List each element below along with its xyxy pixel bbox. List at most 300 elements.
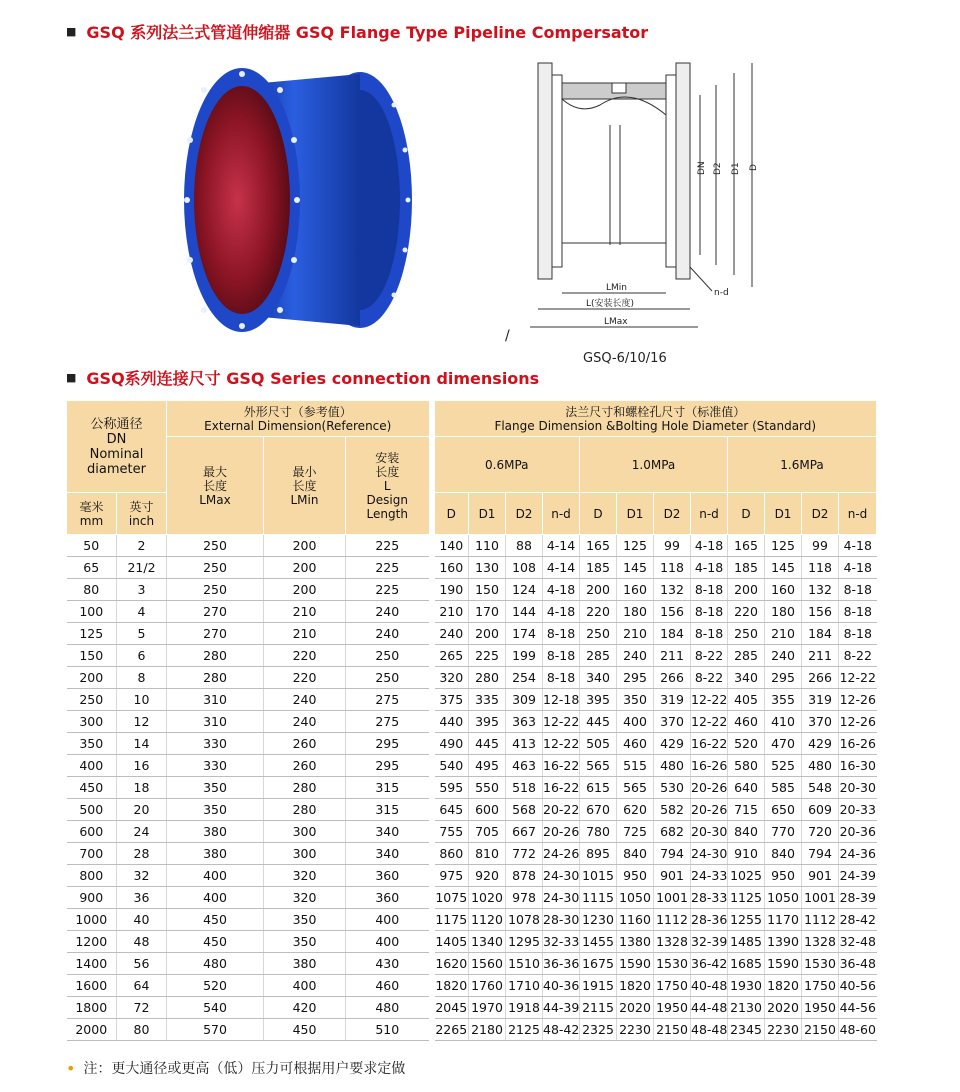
table-cell: 1380 bbox=[617, 931, 654, 953]
table-cell: 580 bbox=[728, 755, 765, 777]
table-cell: 28-42 bbox=[839, 909, 877, 931]
table-cell: 24-33 bbox=[691, 865, 728, 887]
table-cell: 12-22 bbox=[543, 733, 580, 755]
table-cell: 1820 bbox=[617, 975, 654, 997]
table-cell: 24-36 bbox=[839, 843, 877, 865]
table-cell: 225 bbox=[346, 535, 432, 557]
table-cell: 900 bbox=[67, 887, 117, 909]
header-col-nd: n-d bbox=[691, 493, 728, 535]
table-cell: 515 bbox=[617, 755, 654, 777]
table-cell: 525 bbox=[765, 755, 802, 777]
table-cell: 24-30 bbox=[543, 887, 580, 909]
table-cell: 420 bbox=[264, 997, 346, 1019]
table-row bbox=[67, 865, 877, 887]
table-cell: 350 bbox=[67, 733, 117, 755]
table-cell: 350 bbox=[264, 909, 346, 931]
table-cell: 1160 bbox=[617, 909, 654, 931]
table-cell: 184 bbox=[802, 623, 839, 645]
table-cell: 445 bbox=[580, 711, 617, 733]
table-cell: 125 bbox=[67, 623, 117, 645]
table-cell: 2020 bbox=[617, 997, 654, 1019]
table-cell: 250 bbox=[167, 557, 264, 579]
table-cell: 4-18 bbox=[543, 601, 580, 623]
table-cell: 156 bbox=[802, 601, 839, 623]
table-cell: 1170 bbox=[765, 909, 802, 931]
table-cell: 24-26 bbox=[543, 843, 580, 865]
drawing-caption: GSQ-6/10/16 bbox=[583, 351, 667, 366]
table-cell: 4-18 bbox=[691, 557, 728, 579]
table-cell: 320 bbox=[264, 887, 346, 909]
table-cell: 645 bbox=[432, 799, 469, 821]
table-cell: 582 bbox=[654, 799, 691, 821]
bullet-icon: ■ bbox=[66, 371, 77, 384]
table-cell: 144 bbox=[506, 601, 543, 623]
table-cell: 1620 bbox=[432, 953, 469, 975]
table-cell: 2045 bbox=[432, 997, 469, 1019]
table-cell: 50 bbox=[67, 535, 117, 557]
table-cell: 1760 bbox=[469, 975, 506, 997]
table-cell: 1710 bbox=[506, 975, 543, 997]
table-cell: 44-48 bbox=[691, 997, 728, 1019]
table-cell: 1200 bbox=[67, 931, 117, 953]
table-cell: 315 bbox=[346, 777, 432, 799]
table-cell: 720 bbox=[802, 821, 839, 843]
table-cell: 124 bbox=[506, 579, 543, 601]
table-cell: 65 bbox=[67, 557, 117, 579]
table-cell: 4-18 bbox=[691, 535, 728, 557]
table-row bbox=[67, 535, 877, 557]
table-cell: 165 bbox=[580, 535, 617, 557]
table-cell: 199 bbox=[506, 645, 543, 667]
table-cell: 295 bbox=[617, 667, 654, 689]
table-cell: 725 bbox=[617, 821, 654, 843]
table-cell: 24-39 bbox=[839, 865, 877, 887]
table-row bbox=[67, 931, 877, 953]
table-cell: 160 bbox=[765, 579, 802, 601]
table-cell: 28-39 bbox=[839, 887, 877, 909]
table-cell: 265 bbox=[432, 645, 469, 667]
footnote-text: 注：更大通径或更高（低）压力可根据用户要求定做 bbox=[83, 1061, 406, 1077]
table-cell: 1820 bbox=[432, 975, 469, 997]
table-cell: 110 bbox=[469, 535, 506, 557]
table-cell: 1390 bbox=[765, 931, 802, 953]
table-cell: 1115 bbox=[580, 887, 617, 909]
table-cell: 4-14 bbox=[543, 535, 580, 557]
table-cell: 350 bbox=[167, 799, 264, 821]
table-cell: 350 bbox=[264, 931, 346, 953]
table-cell: 950 bbox=[617, 865, 654, 887]
table-cell: 40-56 bbox=[839, 975, 877, 997]
dimensions-table-body bbox=[67, 535, 877, 1041]
table-cell: 48-48 bbox=[691, 1019, 728, 1041]
table-cell: 860 bbox=[432, 843, 469, 865]
table-cell: 20-36 bbox=[839, 821, 877, 843]
table-cell: 16-22 bbox=[691, 733, 728, 755]
table-cell: 570 bbox=[167, 1019, 264, 1041]
table-cell: 132 bbox=[802, 579, 839, 601]
table-cell: 650 bbox=[765, 799, 802, 821]
table-cell: 450 bbox=[67, 777, 117, 799]
table-cell: 978 bbox=[506, 887, 543, 909]
table-cell: 220 bbox=[728, 601, 765, 623]
table-cell: 320 bbox=[264, 865, 346, 887]
table-cell: 1530 bbox=[654, 953, 691, 975]
header-col-nd: n-d bbox=[839, 493, 877, 535]
table-cell: 400 bbox=[346, 931, 432, 953]
table-cell: 32-39 bbox=[691, 931, 728, 953]
table-cell: 180 bbox=[617, 601, 654, 623]
table-cell: 10 bbox=[117, 689, 167, 711]
table-cell: 300 bbox=[264, 821, 346, 843]
table-row bbox=[67, 689, 877, 711]
table-cell: 1075 bbox=[432, 887, 469, 909]
table-cell: 6 bbox=[117, 645, 167, 667]
table-row bbox=[67, 667, 877, 689]
table-cell: 1295 bbox=[506, 931, 543, 953]
table-cell: 1112 bbox=[802, 909, 839, 931]
table-cell: 505 bbox=[580, 733, 617, 755]
header-col-nd: n-d bbox=[543, 493, 580, 535]
header-external-dimension: 外形尺寸（参考值） External Dimension(Reference) bbox=[167, 401, 432, 437]
table-cell: 210 bbox=[617, 623, 654, 645]
table-cell: 48-60 bbox=[839, 1019, 877, 1041]
table-cell: 285 bbox=[728, 645, 765, 667]
technical-drawing bbox=[520, 55, 780, 345]
table-cell: 895 bbox=[580, 843, 617, 865]
table-cell: 340 bbox=[346, 821, 432, 843]
bullet-icon: ■ bbox=[66, 25, 77, 38]
table-cell: 770 bbox=[765, 821, 802, 843]
table-cell: 200 bbox=[728, 579, 765, 601]
table-cell: 2000 bbox=[67, 1019, 117, 1041]
label-lmin: LMin bbox=[606, 283, 627, 293]
table-cell: 100 bbox=[67, 601, 117, 623]
table-cell: 240 bbox=[264, 711, 346, 733]
header-col-d1: D1 bbox=[617, 493, 654, 535]
table-cell: 640 bbox=[728, 777, 765, 799]
table-cell: 99 bbox=[654, 535, 691, 557]
table-cell: 370 bbox=[802, 711, 839, 733]
table-cell: 450 bbox=[167, 931, 264, 953]
table-cell: 156 bbox=[654, 601, 691, 623]
table-cell: 1590 bbox=[617, 953, 654, 975]
label-lmax: LMax bbox=[604, 317, 628, 327]
table-cell: 200 bbox=[264, 557, 346, 579]
table-cell: 1120 bbox=[469, 909, 506, 931]
header-nominal-diameter: 公称通径 DN Nominal diameter bbox=[67, 401, 167, 493]
table-cell: 28-30 bbox=[543, 909, 580, 931]
table-cell: 28-33 bbox=[691, 887, 728, 909]
table-cell: 220 bbox=[264, 645, 346, 667]
table-cell: 14 bbox=[117, 733, 167, 755]
table-cell: 460 bbox=[728, 711, 765, 733]
table-cell: 1950 bbox=[802, 997, 839, 1019]
table-cell: 540 bbox=[167, 997, 264, 1019]
table-cell: 2125 bbox=[506, 1019, 543, 1041]
table-cell: 275 bbox=[346, 689, 432, 711]
table-cell: 355 bbox=[765, 689, 802, 711]
header-pressure-0-6: 0.6MPa bbox=[432, 437, 580, 493]
table-cell: 700 bbox=[67, 843, 117, 865]
table-cell: 300 bbox=[264, 843, 346, 865]
stray-mark: / bbox=[505, 328, 510, 344]
table-cell: 450 bbox=[264, 1019, 346, 1041]
table-cell: 395 bbox=[469, 711, 506, 733]
table-cell: 250 bbox=[580, 623, 617, 645]
table-cell: 200 bbox=[264, 579, 346, 601]
table-row bbox=[67, 1019, 877, 1041]
header-col-d: D bbox=[432, 493, 469, 535]
table-cell: 210 bbox=[432, 601, 469, 623]
table-cell: 250 bbox=[346, 645, 432, 667]
table-cell: 200 bbox=[580, 579, 617, 601]
table-cell: 670 bbox=[580, 799, 617, 821]
table-cell: 2 bbox=[117, 535, 167, 557]
table-cell: 1405 bbox=[432, 931, 469, 953]
table-cell: 460 bbox=[617, 733, 654, 755]
table-cell: 1685 bbox=[728, 953, 765, 975]
table-cell: 370 bbox=[654, 711, 691, 733]
table-cell: 12-26 bbox=[839, 711, 877, 733]
table-cell: 48 bbox=[117, 931, 167, 953]
table-cell: 2115 bbox=[580, 997, 617, 1019]
table-cell: 380 bbox=[167, 843, 264, 865]
table-cell: 130 bbox=[469, 557, 506, 579]
table-cell: 1175 bbox=[432, 909, 469, 931]
table-cell: 200 bbox=[67, 667, 117, 689]
table-cell: 225 bbox=[346, 579, 432, 601]
table-cell: 250 bbox=[167, 579, 264, 601]
table-cell: 1675 bbox=[580, 953, 617, 975]
table-cell: 480 bbox=[802, 755, 839, 777]
table-cell: 140 bbox=[432, 535, 469, 557]
table-cell: 4-18 bbox=[839, 557, 877, 579]
table-cell: 240 bbox=[432, 623, 469, 645]
table-cell: 36-42 bbox=[691, 953, 728, 975]
table-cell: 1230 bbox=[580, 909, 617, 931]
table-cell: 600 bbox=[67, 821, 117, 843]
header-col-d1: D1 bbox=[469, 493, 506, 535]
table-cell: 165 bbox=[728, 535, 765, 557]
table-cell: 275 bbox=[346, 711, 432, 733]
table-cell: 160 bbox=[617, 579, 654, 601]
table-cell: 250 bbox=[67, 689, 117, 711]
table-cell: 380 bbox=[167, 821, 264, 843]
table-cell: 280 bbox=[167, 667, 264, 689]
table-cell: 125 bbox=[765, 535, 802, 557]
table-cell: 240 bbox=[264, 689, 346, 711]
table-cell: 548 bbox=[802, 777, 839, 799]
table-cell: 363 bbox=[506, 711, 543, 733]
table-cell: 211 bbox=[802, 645, 839, 667]
table-cell: 315 bbox=[346, 799, 432, 821]
table-cell: 405 bbox=[728, 689, 765, 711]
table-cell: 300 bbox=[67, 711, 117, 733]
table-cell: 254 bbox=[506, 667, 543, 689]
table-cell: 190 bbox=[432, 579, 469, 601]
header-pressure-1-6: 1.6MPa bbox=[728, 437, 877, 493]
table-cell: 250 bbox=[728, 623, 765, 645]
dimensions-table bbox=[66, 400, 877, 1041]
table-cell: 8-18 bbox=[691, 601, 728, 623]
table-cell: 108 bbox=[506, 557, 543, 579]
table-row bbox=[67, 799, 877, 821]
table-cell: 340 bbox=[580, 667, 617, 689]
table-cell: 310 bbox=[167, 711, 264, 733]
table-cell: 3 bbox=[117, 579, 167, 601]
table-cell: 270 bbox=[167, 623, 264, 645]
table-cell: 1560 bbox=[469, 953, 506, 975]
table-row bbox=[67, 733, 877, 755]
table-cell: 878 bbox=[506, 865, 543, 887]
table-cell: 28-36 bbox=[691, 909, 728, 931]
header-lmax: 最大 长度 LMax bbox=[167, 437, 264, 535]
table-cell: 667 bbox=[506, 821, 543, 843]
table-cell: 36 bbox=[117, 887, 167, 909]
table-row bbox=[67, 909, 877, 931]
table-cell: 64 bbox=[117, 975, 167, 997]
table-cell: 12-18 bbox=[543, 689, 580, 711]
table-cell: 24 bbox=[117, 821, 167, 843]
label-nd: n-d bbox=[714, 288, 729, 298]
table-cell: 840 bbox=[728, 821, 765, 843]
table-cell: 1000 bbox=[67, 909, 117, 931]
table-cell: 295 bbox=[346, 755, 432, 777]
table-cell: 5 bbox=[117, 623, 167, 645]
table-cell: 480 bbox=[346, 997, 432, 1019]
footnote bbox=[66, 1058, 405, 1078]
table-cell: 12-22 bbox=[691, 711, 728, 733]
table-cell: 99 bbox=[802, 535, 839, 557]
table-cell: 510 bbox=[346, 1019, 432, 1041]
table-cell: 1820 bbox=[765, 975, 802, 997]
table-cell: 240 bbox=[346, 601, 432, 623]
table-cell: 565 bbox=[580, 755, 617, 777]
table-cell: 1112 bbox=[654, 909, 691, 931]
label-d: D bbox=[749, 164, 759, 171]
table-cell: 20-30 bbox=[691, 821, 728, 843]
table-cell: 682 bbox=[654, 821, 691, 843]
table-cell: 350 bbox=[167, 777, 264, 799]
table-cell: 1800 bbox=[67, 997, 117, 1019]
table-cell: 310 bbox=[167, 689, 264, 711]
table-cell: 280 bbox=[264, 777, 346, 799]
label-d2: D2 bbox=[713, 162, 723, 175]
table-cell: 32-48 bbox=[839, 931, 877, 953]
table-cell: 145 bbox=[765, 557, 802, 579]
table-cell: 20-30 bbox=[839, 777, 877, 799]
table-cell: 2325 bbox=[580, 1019, 617, 1041]
table-cell: 1050 bbox=[765, 887, 802, 909]
table-cell: 88 bbox=[506, 535, 543, 557]
table-cell: 20-33 bbox=[839, 799, 877, 821]
table-cell: 450 bbox=[167, 909, 264, 931]
table-cell: 2150 bbox=[654, 1019, 691, 1041]
table-cell: 210 bbox=[264, 623, 346, 645]
table-cell: 340 bbox=[346, 843, 432, 865]
table-cell: 1918 bbox=[506, 997, 543, 1019]
table-cell: 4-14 bbox=[543, 557, 580, 579]
table-cell: 330 bbox=[167, 755, 264, 777]
table-cell: 145 bbox=[617, 557, 654, 579]
table-row bbox=[67, 843, 877, 865]
table-cell: 44-56 bbox=[839, 997, 877, 1019]
table-cell: 340 bbox=[728, 667, 765, 689]
table-cell: 480 bbox=[654, 755, 691, 777]
header-mm: 毫米 mm bbox=[67, 493, 117, 535]
table-cell: 20-22 bbox=[543, 799, 580, 821]
table-cell: 429 bbox=[802, 733, 839, 755]
table-cell: 1125 bbox=[728, 887, 765, 909]
section-title-dimensions bbox=[66, 366, 539, 389]
table-cell: 400 bbox=[67, 755, 117, 777]
table-cell: 585 bbox=[765, 777, 802, 799]
table-cell: 755 bbox=[432, 821, 469, 843]
header-inch: 英寸 inch bbox=[117, 493, 167, 535]
table-cell: 12 bbox=[117, 711, 167, 733]
table-cell: 1025 bbox=[728, 865, 765, 887]
table-cell: 184 bbox=[654, 623, 691, 645]
table-cell: 715 bbox=[728, 799, 765, 821]
table-cell: 1485 bbox=[728, 931, 765, 953]
table-cell: 180 bbox=[765, 601, 802, 623]
table-cell: 335 bbox=[469, 689, 506, 711]
table-cell: 8-18 bbox=[543, 645, 580, 667]
table-cell: 1750 bbox=[802, 975, 839, 997]
header-flange-dimension: 法兰尺寸和螺栓孔尺寸（标准值） Flange Dimension &Bolting Hole Diameter (Standard) bbox=[432, 401, 877, 437]
table-cell: 530 bbox=[654, 777, 691, 799]
table-cell: 500 bbox=[67, 799, 117, 821]
table-cell: 36-36 bbox=[543, 953, 580, 975]
table-cell: 1455 bbox=[580, 931, 617, 953]
table-cell: 2020 bbox=[765, 997, 802, 1019]
table-cell: 8-18 bbox=[543, 623, 580, 645]
table-cell: 319 bbox=[654, 689, 691, 711]
header-col-d1: D1 bbox=[765, 493, 802, 535]
header-col-d2: D2 bbox=[506, 493, 543, 535]
table-cell: 1510 bbox=[506, 953, 543, 975]
table-cell: 615 bbox=[580, 777, 617, 799]
table-cell: 280 bbox=[469, 667, 506, 689]
table-cell: 375 bbox=[432, 689, 469, 711]
table-cell: 220 bbox=[264, 667, 346, 689]
table-cell: 520 bbox=[728, 733, 765, 755]
header-col-d: D bbox=[728, 493, 765, 535]
table-cell: 2180 bbox=[469, 1019, 506, 1041]
table-cell: 518 bbox=[506, 777, 543, 799]
table-cell: 280 bbox=[264, 799, 346, 821]
table-cell: 794 bbox=[654, 843, 691, 865]
table-cell: 800 bbox=[67, 865, 117, 887]
table-cell: 24-30 bbox=[691, 843, 728, 865]
table-cell: 18 bbox=[117, 777, 167, 799]
table-cell: 1590 bbox=[765, 953, 802, 975]
table-cell: 8-18 bbox=[691, 623, 728, 645]
table-cell: 2230 bbox=[617, 1019, 654, 1041]
table-cell: 2265 bbox=[432, 1019, 469, 1041]
product-title-text: GSQ 系列法兰式管道伸缩器 GSQ Flange Type Pipeline Compersator bbox=[86, 23, 649, 42]
table-cell: 20 bbox=[117, 799, 167, 821]
table-cell: 410 bbox=[765, 711, 802, 733]
table-cell: 1340 bbox=[469, 931, 506, 953]
table-cell: 210 bbox=[765, 623, 802, 645]
table-cell: 16-30 bbox=[839, 755, 877, 777]
table-cell: 2150 bbox=[802, 1019, 839, 1041]
table-cell: 780 bbox=[580, 821, 617, 843]
table-cell: 12-22 bbox=[543, 711, 580, 733]
table-cell: 1078 bbox=[506, 909, 543, 931]
note-bullet-icon: • bbox=[66, 1058, 76, 1078]
